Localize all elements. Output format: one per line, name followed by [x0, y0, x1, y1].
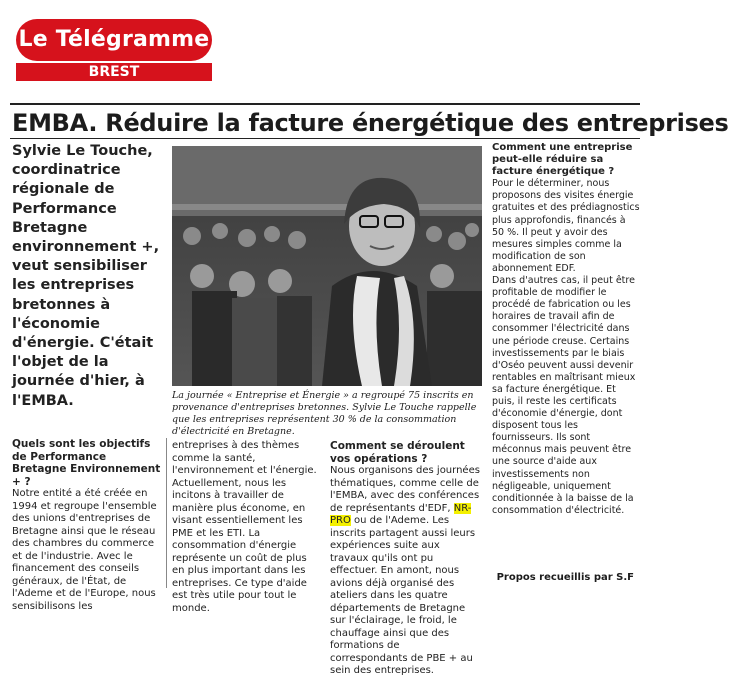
headline-rule-bottom	[10, 138, 640, 139]
answer-objectives-part1: Notre entité a été créée en 1994 et regroupe l'ensemble des unions d'entreprises de Bretagne ainsi que le réseau des chambres du commerce et de l'industrie. Avec le financement des conseils généraux, de l'État, de l'Ademe et de l'Europe, nous sensibilisons les	[12, 488, 157, 612]
question-reduce-bill: Comment une entreprise peut-elle réduire sa facture énergétique ?	[492, 142, 633, 178]
answer-operations-text-b: ou de l'Ademe. Les inscrits partagent aussi leurs expériences suite aux travaux qu'ils ont pu effectuer. En amont, nous avions déjà organisé des ateliers dans les quatre départements de Bretagne sur l'éclairage, le froid, le chauffage ainsi que des formations de correspondants de PBE + au sein des entreprises.	[330, 515, 476, 676]
photo-caption: La journée « Entreprise et Énergie » a regroupé 75 inscrits en provenance d'entreprises bretonnes. Sylvie Le Touche rappelle que les entreprises représentent 30 % de la consommation d'électricité en Bretagne.	[172, 390, 477, 437]
answer-reduce-bill-p2: Dans d'autres cas, il peut être profitable de modifier le procédé de fabrication ou les horaires de travail afin de consommer l'électricité dans une période creuse. Certains investissements par le biais d'Oséo peuvent aussi devenir rentables en maîtrisant mieux sa facture énergétique. Et puis, il reste les certificats d'économie d'énergie, dont disposent tous les fournisseurs. Ils sont méconnus mais peuvent être une source d'aide aux investissements non négligeable, uniquement conditionnée à la baisse de la consommation d'électricité.	[492, 275, 636, 516]
column-2	[172, 440, 322, 615]
column-3	[330, 440, 480, 678]
article-credit: Propos recueillis par S.F	[496, 572, 634, 583]
answer-operations-text-a: Nous organisons des journées thématiques, comme celle de l'EMBA, avec des conférences de représentants d'EDF,	[330, 465, 480, 514]
edition-label: BREST	[16, 61, 212, 81]
question-objectives: Quels sont les objectifs de Performance Bretagne Environnement + ?	[12, 438, 161, 488]
answer-reduce-bill-p1: Pour le déterminer, nous proposons des visites énergie gratuites et des prédiagnostics plus approfondis, financés à 50 %. Il peut y avoir des mesures simples comme la modification de son abonnement EDF.	[492, 178, 640, 274]
highlighted-nr-pro: NR-PRO	[330, 502, 472, 526]
column-1	[12, 438, 162, 613]
column-divider	[166, 438, 167, 588]
column-4	[492, 140, 640, 517]
article-photo	[172, 146, 482, 386]
answer-objectives-part2: entreprises à des thèmes comme la santé, l'environnement et l'énergie. Actuellement, nous les incitons à travailler de manière plus économe, en visant essentiellement les PME et les ETI. La consommation d'énergie représente un coût de plus en plus important dans les entreprises. Ce type d'aide est très utile pour tout le monde.	[172, 440, 317, 614]
article-headline: EMBA. Réduire la facture énergétique des entreprises	[12, 109, 729, 137]
headline-rule-top	[10, 103, 640, 105]
newspaper-logo: Le Télégramme	[16, 19, 212, 61]
article-lead: Sylvie Le Touche, coordinatrice régionale de Performance Bretagne environnement +, veut sensibiliser les entreprises bretonnes à l'économie d'énergie. C'était l'objet de la journée d'hier, à l'EMBA.	[12, 143, 160, 409]
question-operations: Comment se déroulent vos opérations ?	[330, 440, 465, 465]
answer-operations	[330, 465, 480, 678]
